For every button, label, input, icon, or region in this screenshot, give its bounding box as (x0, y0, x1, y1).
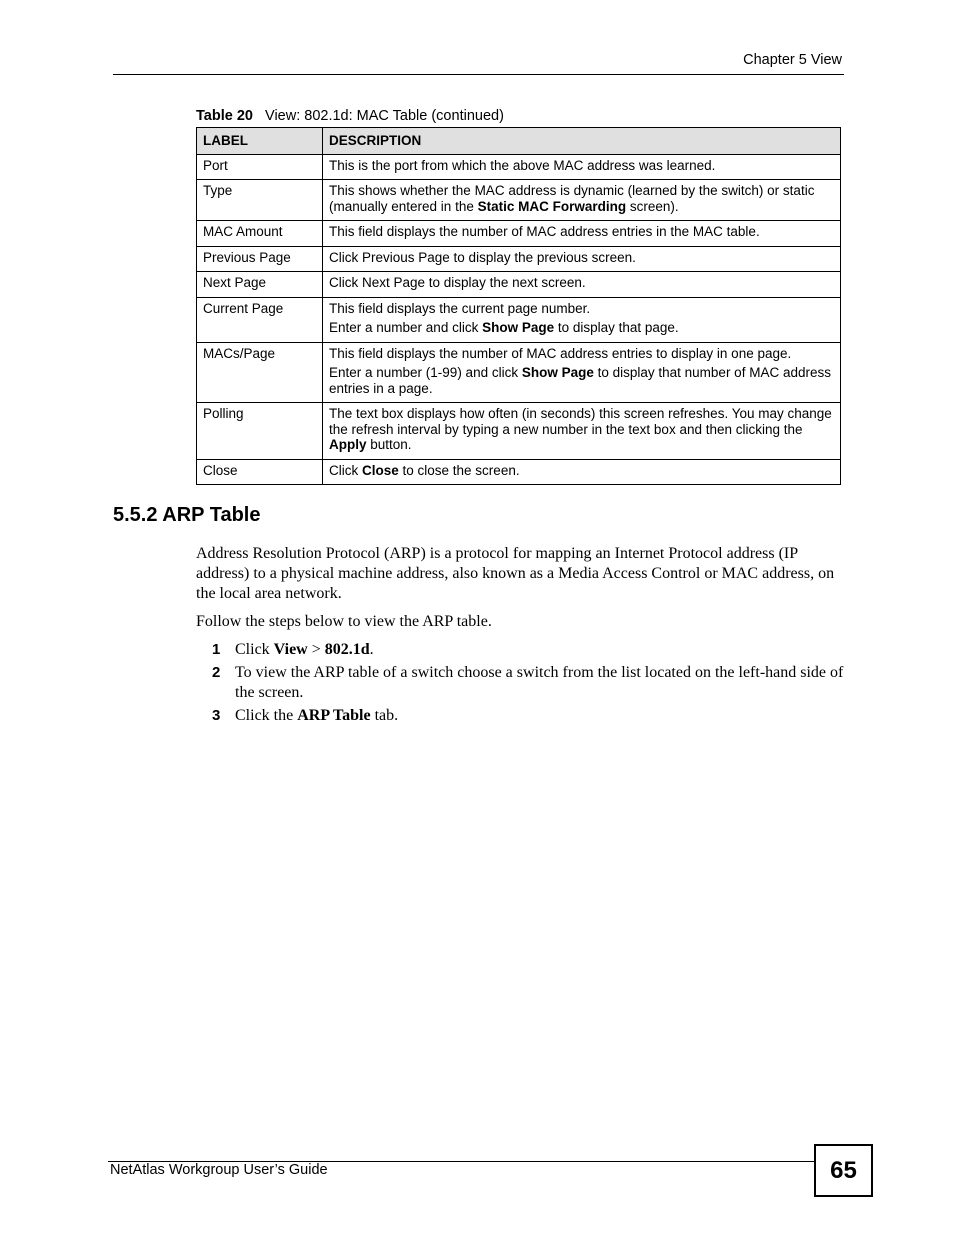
page-number: 65 (814, 1144, 873, 1197)
row-description (323, 403, 841, 460)
step-text (235, 706, 844, 726)
step-text: > (307, 641, 325, 658)
step-text: tab. (370, 707, 399, 724)
row-description (323, 459, 841, 485)
row-description (323, 246, 841, 272)
row-label: MACs/Page (197, 342, 323, 403)
description-paragraph (329, 346, 834, 362)
row-description (323, 272, 841, 298)
description-paragraph (329, 224, 834, 240)
description-text: to display that number of MAC address entries in a page. (329, 365, 831, 396)
row-label: Close (197, 459, 323, 485)
step-text (235, 640, 844, 660)
step-text: To view the ARP table of a switch choose a switch from the list located on the left-hand side of the screen. (235, 664, 844, 701)
step-item (196, 640, 844, 660)
description-paragraph (329, 320, 834, 336)
description-bold-term: Apply (329, 437, 367, 452)
row-label: Next Page (197, 272, 323, 298)
description-text: Enter a number and click (329, 320, 483, 335)
description-bold-term: Show Page (521, 365, 594, 380)
description-bold-term: Show Page (482, 320, 555, 335)
description-paragraph (329, 301, 834, 317)
step-text: . (369, 641, 374, 658)
section-title: 5.5.2 ARP Table (113, 504, 261, 526)
table-caption-text: View: 802.1d: MAC Table (continued) (265, 108, 504, 124)
mac-table (196, 127, 841, 485)
row-label: Port (197, 154, 323, 180)
step-item (196, 706, 844, 726)
description-text: Enter a number (1-99) and click (329, 365, 522, 380)
description-text: screen). (626, 198, 679, 214)
table-row (197, 459, 841, 485)
follow-paragraph: Follow the steps below to view the ARP table. (196, 613, 492, 630)
description-text: This field displays the number of MAC address entries to display in one page. (329, 345, 792, 361)
description-text: The text box displays how often (in seconds) this screen refreshes. You may change the refresh interval by typing a new number in the text box and then clicking the (329, 406, 832, 437)
description-text: This is the port from which the above MAC address was learned. (329, 157, 716, 173)
table-row (197, 180, 841, 221)
description-paragraph (329, 365, 834, 396)
step-item (196, 663, 844, 703)
step-text: Click (235, 641, 274, 658)
description-text: This shows whether the MAC address is dynamic (learned by the switch) or static (manually entered in the (329, 183, 815, 214)
row-label: Previous Page (197, 246, 323, 272)
header-rule (113, 74, 844, 75)
step-number: 1 (212, 641, 221, 658)
footer-guide-title: NetAtlas Workgroup User’s Guide (110, 1162, 328, 1178)
description-paragraph (329, 463, 834, 479)
description-bold-term: Static MAC Forwarding (477, 198, 627, 214)
description-bold-term: Close (362, 462, 399, 478)
step-text (235, 663, 844, 703)
step-number: 2 (212, 664, 221, 681)
description-text: This field displays the current page number. (329, 300, 591, 316)
description-paragraph (329, 158, 834, 174)
intro-paragraph: Address Resolution Protocol (ARP) is a protocol for mapping an Internet Protocol address (IP address) to a physical machine address, also known as a Media Access Control or MAC address, on the local area network. (196, 545, 835, 602)
step-bold-term: 802.1d (324, 641, 370, 658)
description-text: button. (366, 437, 412, 452)
row-label: MAC Amount (197, 221, 323, 247)
description-text: Click Next Page to display the next screen. (329, 275, 586, 290)
table-row (197, 246, 841, 272)
row-label: Polling (197, 403, 323, 460)
row-label: Current Page (197, 297, 323, 342)
table-caption (196, 108, 504, 124)
row-description (323, 180, 841, 221)
step-number: 3 (212, 707, 221, 724)
table-body (197, 154, 841, 485)
description-text: Click Previous Page to display the previous screen. (329, 249, 636, 265)
table-row (197, 154, 841, 180)
table-header-row (197, 128, 841, 155)
table-row (197, 403, 841, 460)
description-text: to close the screen. (398, 462, 520, 478)
row-description (323, 154, 841, 180)
description-text: Click (329, 462, 362, 478)
row-label: Type (197, 180, 323, 221)
step-text: Click the (235, 707, 298, 724)
description-paragraph (329, 250, 834, 266)
table-row (197, 342, 841, 403)
description-paragraph (329, 275, 834, 291)
table-row (197, 297, 841, 342)
description-paragraph (329, 183, 834, 214)
col-label-header: LABEL (197, 128, 323, 155)
table-row (197, 221, 841, 247)
description-text: This field displays the number of MAC address entries in the MAC table. (329, 224, 760, 239)
description-paragraph (329, 406, 834, 453)
row-description (323, 342, 841, 403)
description-text: to display that page. (554, 320, 679, 335)
table-caption-label: Table 20 (196, 108, 253, 124)
step-bold-term: ARP Table (297, 707, 371, 724)
row-description (323, 221, 841, 247)
row-description (323, 297, 841, 342)
chapter-header: Chapter 5 View (743, 52, 842, 68)
steps-list (196, 640, 844, 729)
col-description-header: DESCRIPTION (323, 128, 841, 155)
step-bold-term: View (273, 641, 308, 658)
table-row (197, 272, 841, 298)
